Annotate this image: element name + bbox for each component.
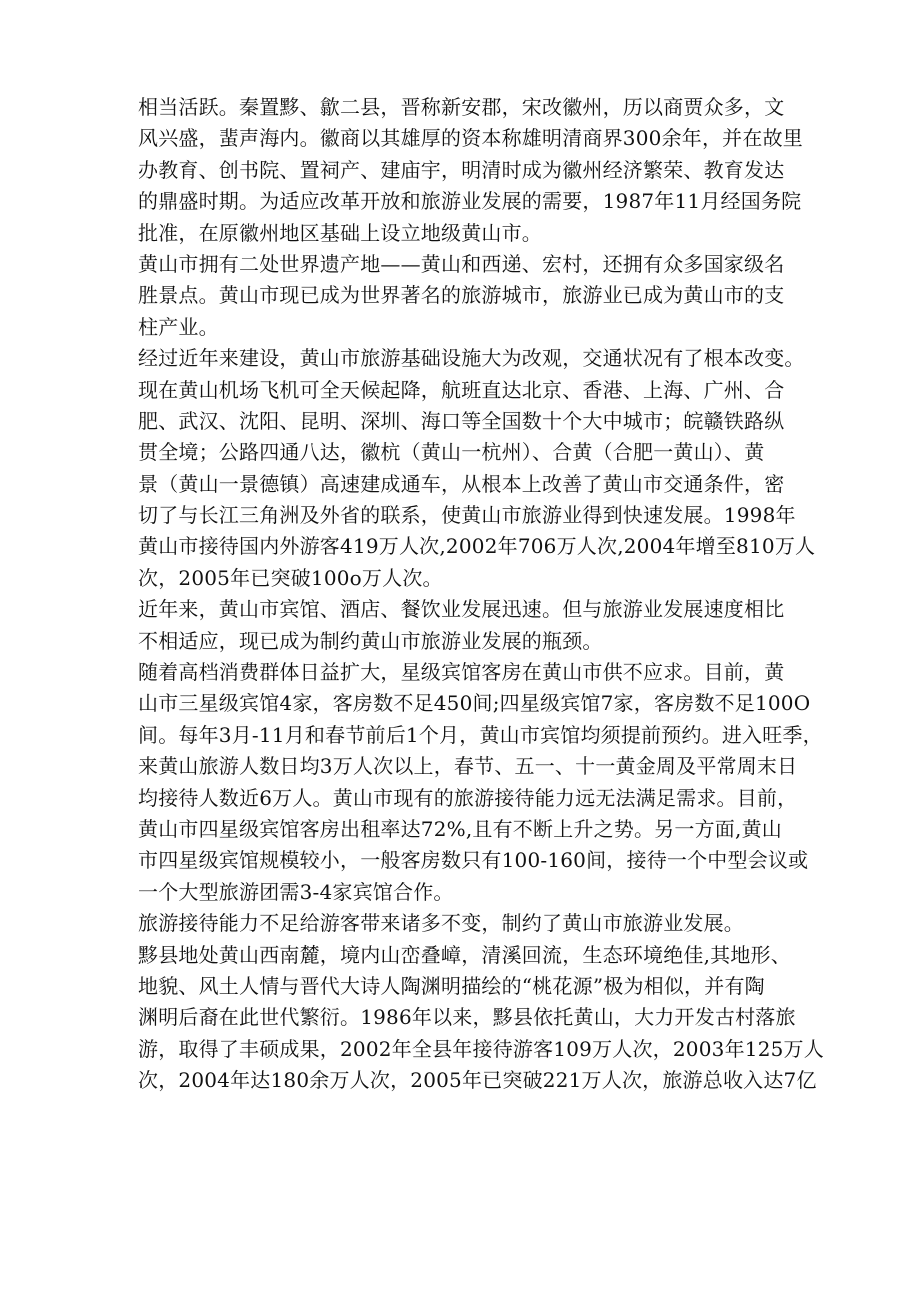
text-line: 黄山市拥有二处世界遗产地——黄山和西递、宏村，还拥有众多国家级名 bbox=[138, 251, 785, 276]
text-line: 次，2004年达180余万人次，2005年已突破221万人次，旅游总收入达7亿 bbox=[138, 1068, 817, 1093]
body-text bbox=[138, 92, 824, 1097]
text-line: 游，取得了丰硕成果，2002年全县年接待游客109万人次，2003年125万人 bbox=[138, 1036, 824, 1061]
text-line: 现在黄山机场飞机可全天候起降，航班直达北京、香港、上海、广州、合 bbox=[138, 377, 785, 402]
text-line: 相当活跃。秦置黟、歙二县，晋称新安郡，宋改徽州，历以商贾众多，文 bbox=[138, 95, 785, 119]
text-line: 黄山市接待国内外游客419万人次,2002年706万人次,2004年增至810万人 bbox=[138, 534, 816, 559]
text-line: 地貌、风土人情与晋代大诗人陶渊明描绘的“桃花源”极为相似，并有陶 bbox=[138, 973, 765, 998]
text-line: 随着高档消费群体日益扩大，星级宾馆客房在黄山市供不应求。目前，黄 bbox=[138, 660, 785, 685]
text-line: 批准，在原徽州地区基础上设立地级黄山市。 bbox=[138, 220, 542, 245]
text-line: 近年来，黄山市宾馆、酒店、餐饮业发展迅速。但与旅游业发展速度相比 bbox=[138, 597, 785, 622]
text-line: 经过近年来建设，黄山市旅游基础设施大为改观，交通状况有了根本改变。 bbox=[138, 346, 805, 371]
text-line: 不相适应，现已成为制约黄山市旅游业发展的瓶颈。 bbox=[138, 628, 603, 653]
text-line: 风兴盛，蜚声海内。徽商以其雄厚的资本称雄明清商界300余年，并在故里 bbox=[138, 126, 803, 151]
text-line: 柱产业。 bbox=[138, 314, 219, 339]
text-line: 均接待人数近6万人。黄山市现有的旅游接待能力远无法满足需求。目前， bbox=[138, 785, 798, 810]
text-line: 黟县地处黄山西南麓，境内山峦叠嶂，清溪回流，生态环境绝佳,其地形、 bbox=[138, 942, 791, 967]
text-line: 的鼎盛时期。为适应改革开放和旅游业发展的需要，1987年11月经国务院 bbox=[138, 189, 802, 214]
text-line: 旅游接待能力不足给游客带来诸多不变，制约了黄山市旅游业发展。 bbox=[138, 911, 744, 936]
text-line: 切了与长江三角洲及外省的联系，使黄山市旅游业得到快速发展。1998年 bbox=[138, 503, 796, 528]
text-line: 办教育、创书院、置祠产、建庙宇，明清时成为徽州经济繁荣、教育发达 bbox=[138, 157, 785, 182]
text-line: 黄山市四星级宾馆客房出租率达72%,且有不断上升之势。另一方面,黄山 bbox=[138, 816, 782, 841]
text-line: 山市三星级宾馆4家，客房数不足450间;四星级宾馆7家，客房数不足100O bbox=[138, 691, 811, 716]
text-line: 渊明后裔在此世代繁衍。1986年以来，黟县依托黄山，大力开发古村落旅 bbox=[138, 1005, 796, 1030]
text-line: 来黄山旅游人数日均3万人次以上，春节、五一、十一黄金周及平常周末日 bbox=[138, 754, 798, 779]
text-line: 次，2005年已突破100o万人次。 bbox=[138, 565, 443, 590]
text-line: 一个大型旅游团需3-4家宾馆合作。 bbox=[138, 879, 454, 904]
text-line: 景（黄山一景德镇）高速建成通车，从根本上改善了黄山市交通条件，密 bbox=[138, 471, 785, 496]
text-line: 胜景点。黄山市现已成为世界著名的旅游城市，旅游业已成为黄山市的支 bbox=[138, 283, 785, 308]
text-line: 市四星级宾馆规模较小，一般客房数只有100-160间，接待一个中型会议或 bbox=[138, 848, 809, 873]
text-line: 间。每年3月-11月和春节前后1个月，黄山市宾馆均须提前预约。进入旺季， bbox=[138, 722, 823, 747]
text-line: 肥、武汉、沈阳、昆明、深圳、海口等全国数十个大中城市；皖赣铁路纵 bbox=[138, 408, 785, 433]
text-line: 贯全境；公路四通八达，徽杭（黄山一杭州）、合黄（合肥一黄山）、黄 bbox=[138, 440, 765, 465]
